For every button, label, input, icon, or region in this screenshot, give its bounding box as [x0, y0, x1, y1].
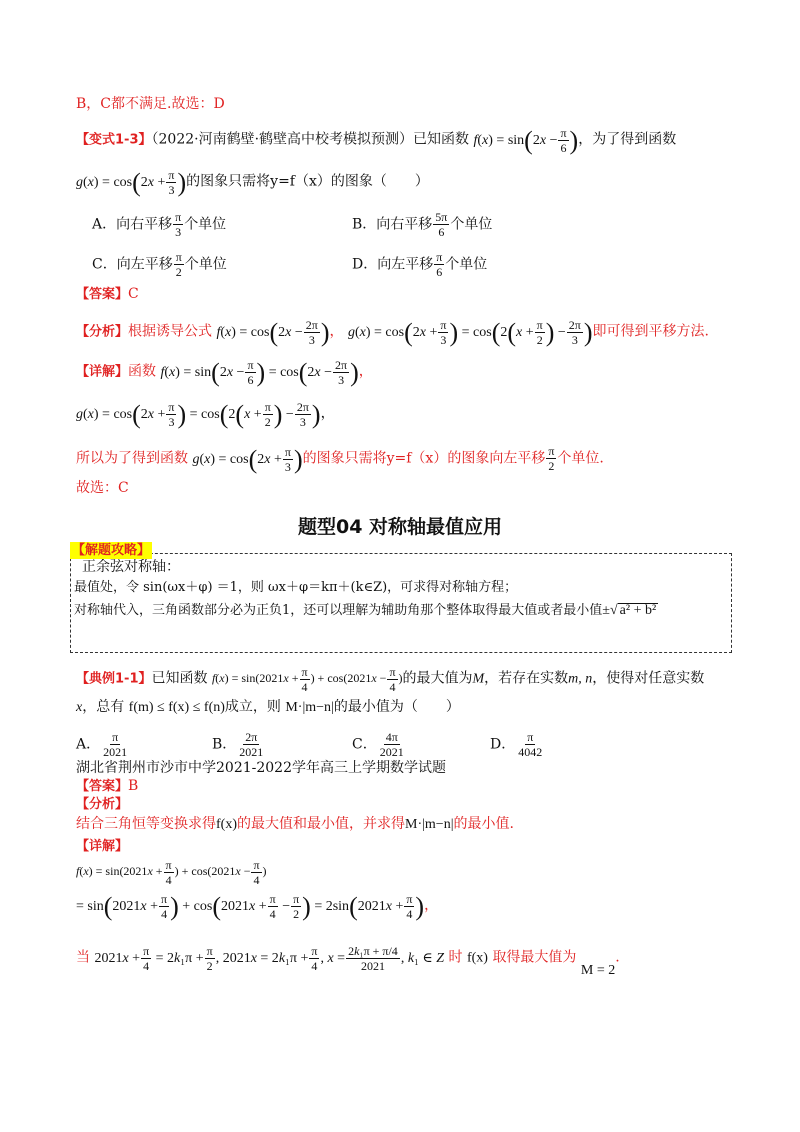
example-mid: 的最大值为	[402, 670, 473, 687]
option-c-unit: 个单位	[184, 256, 227, 273]
example-option-b: B． $\frac{2\pi}{2021}$	[212, 730, 264, 759]
example-option-a: A． $\frac{\pi}{2021}$	[76, 730, 128, 759]
question-tag: 【变式1-3】	[76, 132, 152, 148]
box-line2-text: 对称轴代入，三角函数部分必为正负1，还可以理解为辅助角那个整体取得最大值或者最小值	[74, 603, 603, 618]
option-a-label: A．向右平移	[92, 216, 173, 233]
option-d-frac: $\frac{\pi}{6}$	[436, 250, 443, 279]
example-expr: M·|m−n|	[285, 700, 334, 715]
section-title: 题型04 对称轴最值应用	[297, 516, 503, 538]
example-detail-tag: 【详解】	[76, 839, 129, 854]
detail-eq-2: = sin(2021x + $\frac{\pi}{4}$ ) + cos(2021x + $\frac{\pi}{4}$ − $\frac{\pi}{2}$ ) = 2sin(2021x + $\frac{\pi}{4}$ )	[76, 891, 425, 921]
question-tail: ，为了得到函数	[578, 131, 677, 148]
example-analysis: 结合三角恒等变换求得f(x)的最大值和最小值，并求得M·|m−n|的最小值.	[76, 816, 514, 832]
example-tail: ，若存在实数	[484, 670, 569, 687]
example-line2-a: ，总有	[82, 699, 125, 715]
example-line2-c: 的最小值为（ ）	[333, 699, 460, 715]
option-b-frac: $\frac{5\pi}{6}$	[435, 210, 448, 239]
example-line2-b: 成立，则	[224, 699, 281, 715]
example-pre: 已知函数	[151, 670, 208, 687]
detail-formula-1: f(x) = sin(2x − $\frac{\pi}{6}$ ) = cos(2x − $\frac{2\pi}{3}$ )	[160, 357, 359, 387]
example-option-c: C． $\frac{4\pi}{2021}$	[352, 730, 404, 759]
detail-eq-3: 2021x + $\frac{\pi}{4}$ = 2k₁π + $\frac{\pi}{2}$ , 2021x = 2k₁π + $\frac{\pi}{4}$ , x = $\frac{\text{2k₁π + π/4}}{2021}$ , k₁ ∈ Z	[94, 944, 445, 973]
option-a	[92, 210, 226, 239]
question-1-3-line1	[76, 126, 676, 155]
conclusion-frac: $\frac{\pi}{2}$	[548, 444, 555, 473]
answer-line	[76, 284, 139, 305]
analysis-line: 【分析】根据诱导公式 f(x) = cos(2x − $\frac{2\pi}{3}$ )， g(x) = cos(2x + $\frac{\pi}{3}$ ) = cos(2(x + $\frac{\pi}{2}$ ) − $\frac{2\pi}{3}$ )即可得到平移方法.	[76, 317, 709, 347]
question-1-3-line2	[76, 168, 429, 197]
formula-g: g(x) = cos(2x + $\frac{\pi}{3}$ )	[76, 167, 187, 197]
box-title: 正余弦对称轴：	[82, 559, 180, 575]
conclusion-line	[76, 444, 604, 474]
detail-pre: 函数	[128, 363, 157, 380]
option-c	[92, 250, 227, 279]
question-line2-tail: 的图象只需将y=f（x）的图象（ ）	[186, 173, 429, 190]
detail-eq-1: f(x) = sin(2021x + $\frac{\pi}{4}$ ) + cos(2021x − $\frac{\pi}{4}$ )	[76, 858, 267, 887]
analysis-formula-f: f(x) = cos(2x − $\frac{2\pi}{3}$ )	[216, 317, 330, 347]
example-answer: 【答案】B	[76, 778, 139, 794]
option-a-unit: 个单位	[184, 216, 227, 233]
answer-tag: 【答案】	[76, 287, 129, 302]
analysis-tail: 即可得到平移方法.	[592, 323, 709, 340]
analysis-tag: 【分析】	[76, 324, 129, 340]
max-value: M = 2	[580, 962, 616, 978]
conclusion-pre: 所以为了得到函数	[76, 450, 188, 467]
conclusion-formula: g(x) = cos(2x + $\frac{\pi}{3}$ )	[192, 444, 303, 474]
example-detail-1	[76, 858, 267, 887]
detail-tag: 【详解】	[76, 364, 129, 380]
option-b	[352, 210, 492, 239]
question-source: （2022·河南鹤壁·鹤壁高中校考模拟预测）已知函数	[151, 131, 470, 148]
tips-tag-wrap	[70, 540, 152, 561]
conclusion-tail: 个单位.	[557, 450, 604, 467]
example-option-d: D． $\frac{\pi}{4042}$	[490, 730, 543, 759]
example-detail-2: = sin(2021x + $\frac{\pi}{4}$ ) + cos(2021x + $\frac{\pi}{4}$ − $\frac{\pi}{2}$ ) = 2sin(2021x + $\frac{\pi}{4}$ )，	[76, 891, 439, 921]
example-func: f(x) = sin(2021x + $\frac{\pi}{4}$ ) + cos(2021x − $\frac{\pi}{4}$ )	[211, 665, 403, 694]
option-c-label: C．向左平移	[92, 256, 173, 273]
box-line2	[74, 601, 658, 621]
example-line1	[76, 665, 704, 694]
example-analysis-tag: 【分析】	[76, 797, 129, 812]
analysis-text: 根据诱导公式	[128, 323, 213, 340]
previous-answer-line: B，C都不满足.故选：D	[76, 96, 225, 112]
option-a-frac: $\frac{\pi}{3}$	[175, 210, 182, 239]
detail-line2: g(x) = cos(2x + $\frac{\pi}{3}$ ) = cos(2(x + $\frac{\pi}{2}$ ) − $\frac{2\pi}{3}$ )，	[76, 399, 335, 429]
option-d-unit: 个单位	[445, 256, 488, 273]
example-source: 湖北省荆州市沙市中学2021-2022学年高三上学期数学试题	[76, 760, 446, 776]
option-b-unit: 个单位	[450, 216, 493, 233]
sqrt-formula: ±√ a² + b²	[602, 603, 657, 618]
detail-formula-2: g(x) = cos(2x + $\frac{\pi}{3}$ ) = cos(2(x + $\frac{\pi}{2}$ ) − $\frac{2\pi}{3}$ )	[76, 399, 321, 429]
example-tag: 【典例1-1】	[76, 671, 152, 687]
example-line2	[76, 697, 460, 718]
final-answer: 故选：C	[76, 480, 129, 496]
option-d-label: D．向左平移	[352, 256, 434, 273]
example-tail2: ，使得对任意实数	[592, 670, 705, 687]
option-c-frac: $\frac{\pi}{2}$	[175, 250, 182, 279]
example-x: x	[76, 700, 83, 715]
example-mn: m, n	[568, 671, 593, 687]
example-M: M	[472, 671, 485, 687]
example-inequality: f(m) ≤ f(x) ≤ f(n)	[128, 700, 225, 715]
conclusion-mid: 的图象只需将y=f（x）的图象向左平移	[302, 450, 546, 467]
answer-value: C	[128, 286, 139, 302]
formula-f: f(x) = sin(2x − $\frac{\pi}{6}$ )	[473, 125, 579, 155]
tips-tag: 【解题攻略】	[72, 543, 151, 558]
example-detail-3: 当 2021x + $\frac{\pi}{4}$ = 2k₁π + $\frac{\pi}{2}$ , 2021x = 2k₁π + $\frac{\pi}{4}$ , x = $\frac{\text{2k₁π + π/4}}{2021}$ , k₁ ∈ Z 时 f(x) 取得最大值为 M = 2.	[76, 944, 620, 978]
option-d	[352, 250, 487, 279]
analysis-formula-g: g(x) = cos(2x + $\frac{\pi}{3}$ ) = cos(2(x + $\frac{\pi}{2}$ ) − $\frac{2\pi}{3}$ )	[347, 317, 593, 347]
option-b-label: B．向右平移	[352, 216, 433, 233]
detail-line1: 【详解】函数 f(x) = sin(2x − $\frac{\pi}{6}$ ) = cos(2x − $\frac{2\pi}{3}$ )，	[76, 357, 373, 387]
box-line1: 最值处，令 sin(ωx＋φ) ＝1，则 ωx＋φ＝kπ＋(k∈Z)，可求得对称轴方程；	[74, 580, 518, 595]
